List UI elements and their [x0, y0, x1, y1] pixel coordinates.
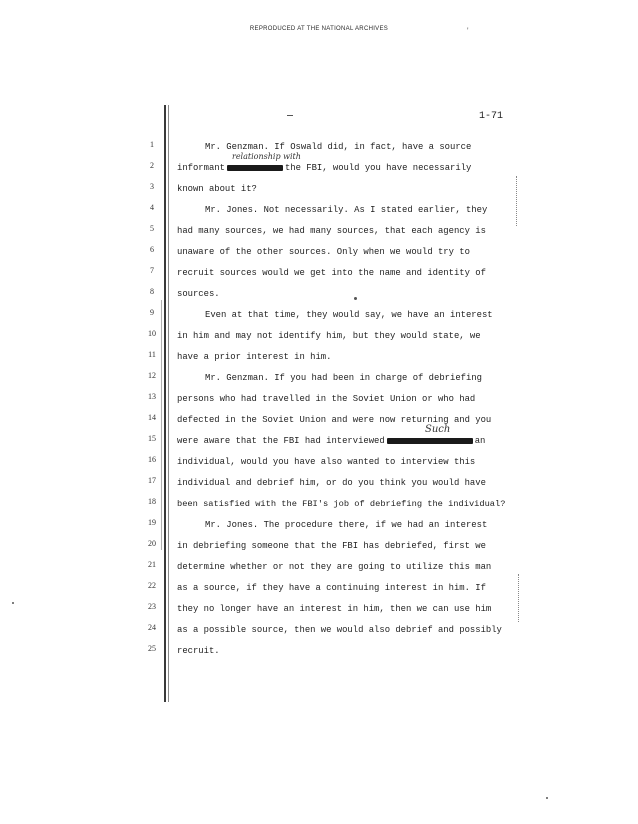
line-number: 24	[148, 623, 156, 632]
page-number: 1-71	[479, 111, 504, 122]
transcript-line: individual, would you have also wanted to interview this	[177, 457, 476, 467]
scan-speck	[287, 115, 293, 116]
scan-speck	[354, 297, 357, 300]
redaction-block	[227, 165, 283, 171]
line-number: 21	[148, 560, 156, 569]
transcript-fragment: the FBI, would you have necessarily	[284, 163, 472, 173]
transcript-line: defected in the Soviet Union and were now returning and you	[177, 415, 492, 425]
left-margin-rule	[164, 105, 166, 702]
right-margin-mark	[516, 176, 518, 226]
transcript-line: determine whether or not they are going to utilize this man	[177, 562, 492, 572]
transcript-line: had many sources, we had many sources, that each agency is	[177, 226, 486, 236]
transcript-line: recruit.	[177, 646, 220, 656]
transcript-line	[177, 163, 471, 173]
transcript-line: they no longer have an interest in him, then we can use him	[177, 604, 492, 614]
transcript-line: in him and may not identify him, but they would state, we	[177, 331, 481, 341]
line-number: 11	[148, 350, 156, 359]
line-number: 4	[150, 203, 154, 212]
line-number: 8	[150, 287, 154, 296]
left-margin-rule-inner	[168, 105, 169, 702]
right-margin-mark	[518, 574, 520, 622]
transcript-line: as a source, if they have a continuing interest in him. If	[177, 583, 486, 593]
transcript-line: in debriefing someone that the FBI has debriefed, first we	[177, 541, 486, 551]
redaction-block	[387, 438, 473, 444]
line-number: 20	[148, 539, 156, 548]
line-number: 3	[150, 182, 154, 191]
header-mark: '	[466, 27, 470, 34]
transcript-line: persons who had travelled in the Soviet Union or who had	[177, 394, 476, 404]
line-number: 2	[150, 161, 154, 170]
line-number: 22	[148, 581, 156, 590]
line-number: 16	[148, 455, 156, 464]
line-number: 9	[150, 308, 154, 317]
transcript-fragment: were aware that the FBI had interviewed	[177, 436, 385, 446]
line-number: 25	[148, 644, 156, 653]
line-number: 23	[148, 602, 156, 611]
transcript-line: sources.	[177, 289, 220, 299]
transcript-fragment: an	[474, 436, 486, 446]
archive-header: REPRODUCED AT THE NATIONAL ARCHIVES	[249, 26, 389, 32]
line-number: 19	[148, 518, 156, 527]
transcript-line: Mr. Genzman. If you had been in charge of debriefing	[205, 373, 482, 383]
line-number: 6	[150, 245, 154, 254]
transcript-fragment: informant	[177, 163, 225, 173]
transcript-line: individual and debrief him, or do you think you would have	[177, 478, 486, 488]
line-number: 18	[148, 497, 156, 506]
transcript-line: Even at that time, they would say, we have an interest	[205, 310, 493, 320]
scan-speck	[12, 602, 14, 604]
transcript-line: have a prior interest in him.	[177, 352, 332, 362]
line-number: 14	[148, 413, 156, 422]
transcript-line: been satisfied with the FBI's job of debriefing the individual?	[177, 499, 506, 509]
line-number: 1	[150, 140, 154, 149]
transcript-line: known about it?	[177, 184, 257, 194]
line-number: 12	[148, 371, 156, 380]
handwritten-insert: Such	[425, 424, 451, 435]
transcript-line: Mr. Genzman. If Oswald did, in fact, have a source	[205, 142, 472, 152]
scan-speck	[546, 797, 548, 799]
line-number: 15	[148, 434, 156, 443]
line-number: 10	[148, 329, 156, 338]
line-number: 5	[150, 224, 154, 233]
line-number: 17	[148, 476, 156, 485]
transcript-line	[177, 436, 485, 446]
line-number: 7	[150, 266, 154, 275]
transcript-line: unaware of the other sources. Only when we would try to	[177, 247, 470, 257]
transcript-line: recruit sources would we get into the name and identity of	[177, 268, 486, 278]
transcript-line: Mr. Jones. Not necessarily. As I stated earlier, they	[205, 205, 488, 215]
transcript-line: Mr. Jones. The procedure there, if we had an interest	[205, 520, 488, 530]
transcript-line: as a possible source, then we would also debrief and possibly	[177, 625, 502, 635]
line-number: 13	[148, 392, 156, 401]
handwritten-insert: relationship with	[232, 152, 301, 161]
